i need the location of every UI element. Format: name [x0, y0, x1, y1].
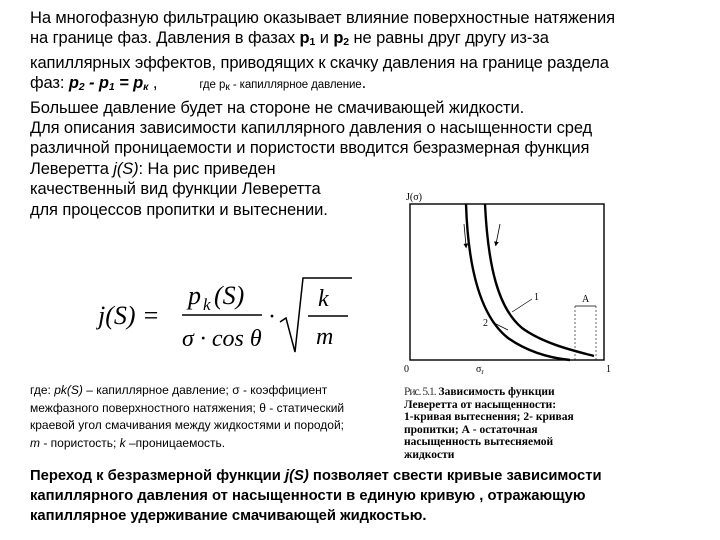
pk-note-dot: .: [361, 74, 367, 93]
main-line-1: На многофазную фильтрацию оказывает влияние поверхностные натяжения: [30, 9, 615, 27]
figure-y-label: J(σ): [406, 192, 422, 203]
legend-m-desc: - пористость;: [40, 435, 120, 450]
legend-k-desc: –проницаемость.: [125, 435, 226, 450]
legend-line-1-end: – капиллярное давление; σ - коэффициент: [82, 383, 328, 397]
eq-pk-sub: к: [143, 81, 149, 94]
formula-num-arg: (S): [214, 281, 245, 310]
pk-note-sub: к: [225, 81, 230, 94]
caption-line-1-text: Зависимость функции: [438, 386, 555, 398]
legend-where: где:: [30, 383, 55, 397]
formula-lhs: j(S) =: [98, 301, 160, 330]
legend-m: m: [30, 435, 40, 450]
leverett-formula: [96, 272, 356, 360]
main-line-4: [30, 73, 700, 97]
conclusion-fn: j(S): [284, 468, 309, 484]
main-line-3: капиллярных эффектов, приводящих к скачку давления на границе раздела: [30, 53, 609, 72]
leverett-figure: [400, 186, 630, 376]
curve1-leader: [512, 299, 532, 312]
eq-equals: =: [114, 74, 134, 93]
formula-rad-m: m: [316, 324, 334, 350]
caption-line-2: Леверетта от насыщенности:: [404, 398, 557, 411]
legend-line-1: [30, 382, 410, 400]
eq-p2: p: [68, 74, 79, 93]
eq-pk: p: [133, 74, 144, 93]
main-line-2-end: не равны друг другу из-за: [349, 29, 549, 48]
main-line-5: Большее давление будет на стороне не смачивающей жидкости.: [30, 98, 525, 117]
caption-line-1: [404, 386, 614, 399]
figure-caption: [404, 386, 614, 462]
curve-imbibition: [466, 204, 570, 360]
eq-p2-sub: 2: [78, 81, 85, 94]
conclusion-line-3: капиллярное удерживание смачивающей жидкостью.: [30, 508, 427, 525]
p1-symbol: p: [299, 29, 310, 48]
drainage-arrow: [496, 224, 500, 244]
conclusion-paragraph: [30, 466, 670, 527]
pk-note-end: - капиллярное давление: [229, 79, 362, 92]
conclusion-line-2: капиллярного давления от насыщенности в единую кривую , отражающую: [30, 488, 586, 505]
legend-line-2: межфазного поверхностного натяжения; θ - статический: [30, 400, 345, 415]
formula-den: σ · cos θ: [182, 326, 262, 352]
conclusion-line-1-end: позволяет свести кривые зависимости: [308, 468, 602, 484]
figure-sr-sigma: σ: [476, 364, 482, 375]
figure-origin: 0: [404, 364, 409, 375]
caption-line-6: жидкости: [404, 448, 455, 461]
main-line-8-start: Леверетта: [30, 159, 114, 178]
leverett-fn: j(S): [113, 159, 139, 178]
and-word: и: [315, 29, 334, 48]
formula-rad-k: k: [318, 286, 329, 312]
imbibition-arrow: [464, 224, 466, 246]
curve1-label: 1: [534, 292, 539, 303]
caption-fig-number: Рис. 5.1.: [404, 386, 436, 398]
legend-pk: pk(S): [54, 383, 83, 397]
pk-note: [199, 79, 362, 94]
figure-sr: [476, 364, 484, 376]
main-line-8: [30, 159, 700, 179]
main-line-2-start: на границе фаз. Давления в фазах: [30, 29, 300, 48]
figure-sr-sub: r: [481, 368, 484, 376]
caption-line-4: пропитки; А - остаточная: [404, 423, 538, 436]
caption-line-5: насыщенность вытесняемой: [404, 436, 554, 449]
main-line-10: для процессов пропитки и вытеснении.: [30, 200, 328, 219]
main-line-7: различной проницаемости и пористости вводится безразмерная функция: [30, 139, 590, 158]
formula-num-k: k: [203, 295, 211, 314]
p2-symbol: p: [333, 29, 344, 48]
eq-p1-sub: 1: [108, 81, 115, 94]
figure-x-one: 1: [606, 364, 611, 375]
main-line-2: [30, 28, 700, 52]
legend-line-3: краевой угол смачивания между жидкостями и породой;: [30, 418, 345, 432]
residual-label: A: [582, 294, 590, 305]
legend-k: k: [119, 435, 126, 450]
eq-p1: p: [98, 74, 109, 93]
formula-num-p: p: [188, 281, 201, 310]
main-line-8-end: : На рис приведен: [138, 159, 276, 178]
legend-line-4: [30, 435, 410, 453]
main-line-4-start: фаз:: [30, 74, 69, 93]
eq-minus: -: [84, 74, 99, 93]
p2-subscript: 2: [343, 36, 350, 49]
conclusion-line-1-start: Переход к безразмерной функции: [30, 468, 285, 484]
pk-note-start: где p: [199, 79, 226, 92]
curve2-label: 2: [483, 318, 488, 329]
main-line-6: Для описания зависимости капиллярного давления о насыщенности сред: [30, 119, 593, 138]
eq-comma: ,: [148, 74, 158, 93]
formula-mult-dot: ·: [268, 304, 276, 330]
conclusion-line-1: [30, 466, 670, 486]
main-line-9: качественный вид функции Леверетта: [30, 180, 321, 199]
caption-line-3: 1-кривая вытеснения; 2- кривая: [404, 411, 574, 424]
p1-subscript: 1: [309, 36, 316, 49]
symbols-legend: [30, 382, 410, 452]
